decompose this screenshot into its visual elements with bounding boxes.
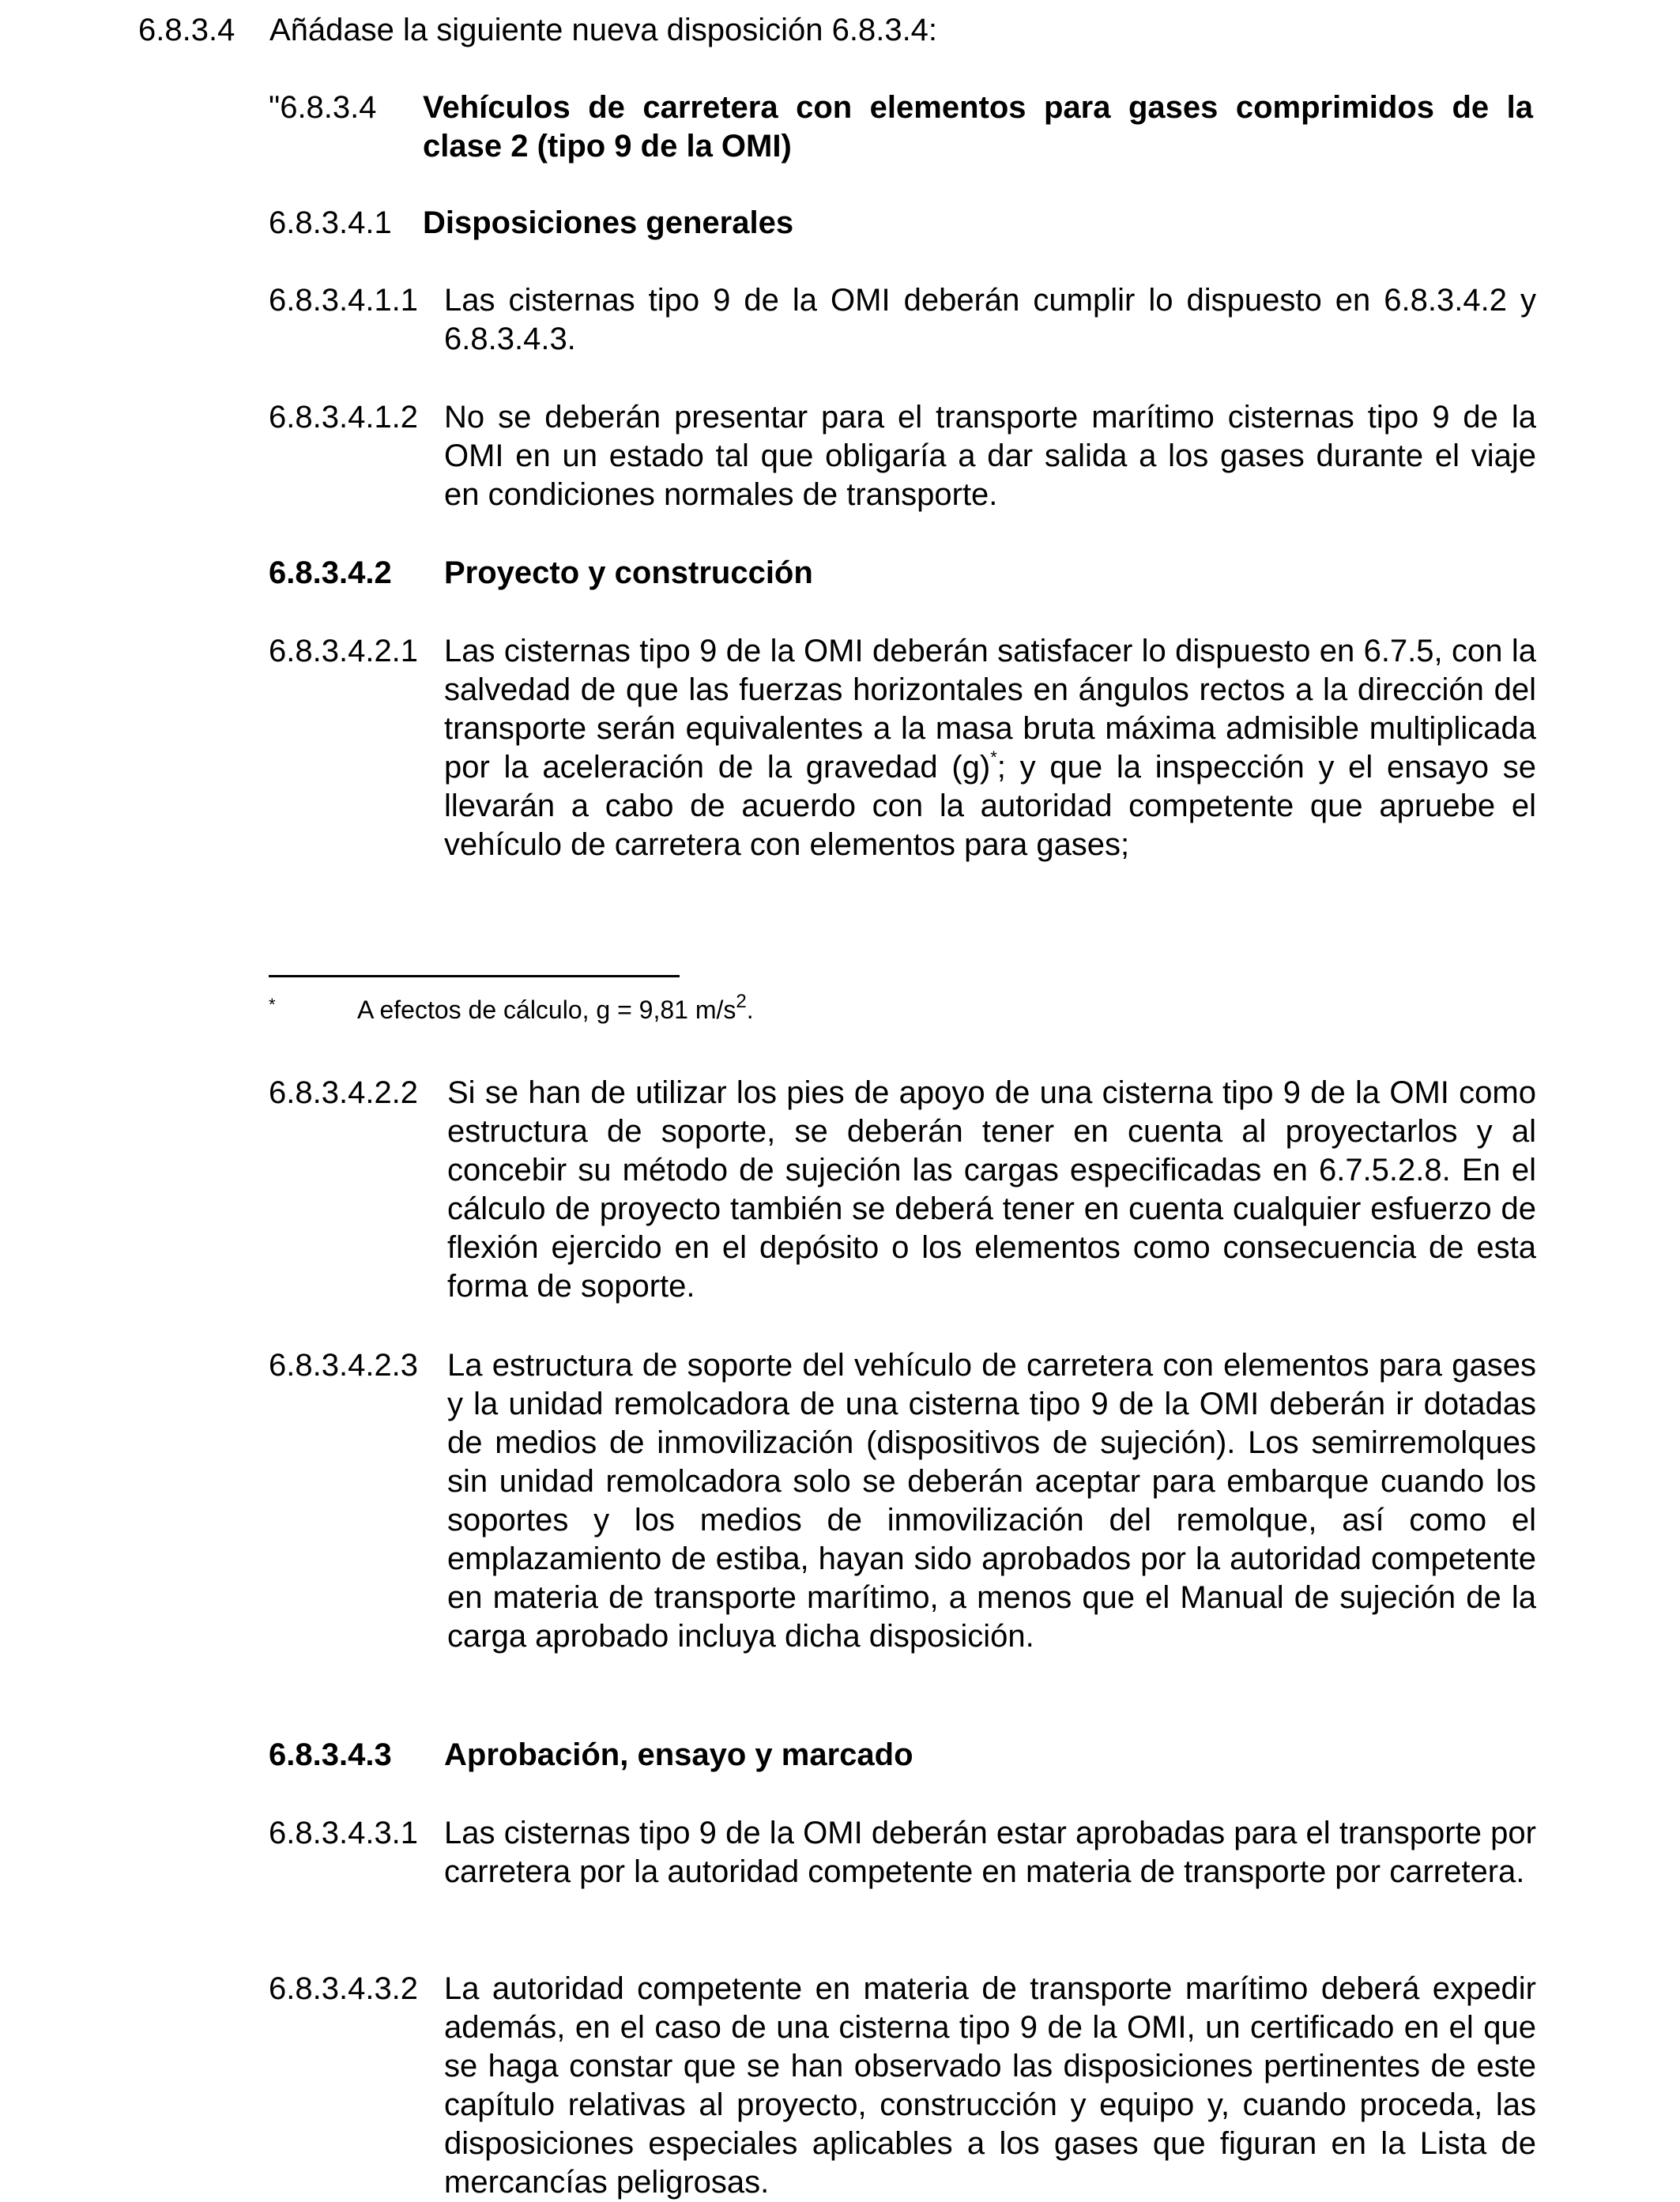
paragraph-6-8-3-4-1-1 [269, 281, 1536, 360]
paragraph-text: Las cisternas tipo 9 de la OMI deberán estar aprobadas para el transporte por carretera por la autoridad competente en materia de transporte por carretera. [444, 1816, 1536, 1889]
section-title: Aprobación, ensayo y marcado [444, 1737, 913, 1772]
section-6-8-3-4-heading [269, 88, 1533, 168]
footnote-superscript: 2 [736, 991, 747, 1012]
footnote-text-main: A efectos de cálculo, g = 9,81 m/s [357, 996, 736, 1024]
section-text: Añádase la siguiente nueva disposición 6.8.3.4: [269, 13, 938, 47]
footnote-mark: * [269, 995, 276, 1014]
paragraph-number: 6.8.3.4.3.2 [269, 1971, 419, 2006]
footnote [269, 991, 980, 1029]
paragraph-number: 6.8.3.4.3.1 [269, 1816, 419, 1850]
footnote-separator [269, 975, 680, 977]
paragraph-text: La autoridad competente en materia de transporte marítimo deberá expedir además, en el caso de una cisterna tipo 9 de la OMI, un certificado en el que se haga constar que se han observado las disposiciones pertinentes de este capítulo relativas al proyecto, construcción y equipo y, cuando proceda, las disposiciones especiales aplicables a los gases que figuran en la Lista de mercancías peligrosas. [444, 1971, 1536, 2200]
footnote-text-end: . [746, 996, 754, 1024]
footnote-reference: * [990, 747, 997, 767]
section-title: Proyecto y construcción [444, 555, 813, 590]
paragraph-6-8-3-4-2-2 [269, 1074, 1536, 1311]
paragraph-text: La estructura de soporte del vehículo de carretera con elementos para gases y la unidad remolcadora de una cisterna tipo 9 de la OMI deberán ir dotadas de medios de inmovilización (dispositivos de sujeción). Los semirremolques sin unidad remolcadora solo se deberán aceptar para embarque cuando los soportes y los medios de inmovilización del remolque, así como el emplazamiento de estiba, hayan sido aprobados por la autoridad competente en materia de transporte marítimo, a menos que el Manual de sujeción de la carga aprobado incluya dicha disposición. [447, 1348, 1536, 1654]
section-6-8-3-4-intro [138, 11, 1529, 51]
paragraph-number: 6.8.3.4.2.2 [269, 1075, 419, 1110]
section-6-8-3-4-1-heading [269, 204, 1533, 243]
section-title: Vehículos de carretera con elementos para gases comprimidos de la clase 2 (tipo 9 de la OMI) [423, 90, 1533, 164]
section-number: 6.8.3.4.3 [269, 1737, 392, 1772]
paragraph-text-part: Las cisternas tipo 9 de la OMI deberán satisfacer lo dispuesto en 6.7.5, con la salvedad de que las fuerzas horizontales en ángulos rectos a la dirección del transporte serán equivalentes a la masa bruta máxima admisible multiplicada por la aceleración de la gravedad (g) [444, 634, 1536, 785]
section-number: 6.8.3.4.1 [269, 205, 392, 240]
section-6-8-3-4-2-heading [269, 554, 1533, 593]
paragraph-number: 6.8.3.4.2.1 [269, 634, 419, 668]
paragraph-6-8-3-4-3-2 [269, 1970, 1536, 2200]
section-title: Disposiciones generales [423, 205, 794, 240]
section-6-8-3-4-3-heading [269, 1736, 1533, 1775]
paragraph-number: 6.8.3.4.1.2 [269, 400, 419, 435]
section-number: "6.8.3.4 [269, 90, 377, 125]
section-number: 6.8.3.4.2 [269, 555, 392, 590]
section-number: 6.8.3.4 [138, 13, 235, 47]
paragraph-6-8-3-4-1-2 [269, 398, 1536, 517]
paragraph-text: Si se han de utilizar los pies de apoyo de una cisterna tipo 9 de la OMI como estructura de soporte, se deberán tener en cuenta al proyectarlos y al concebir su método de sujeción las cargas especificadas en 6.7.5.2.8. En el cálculo de proyecto también se deberá tener en cuenta cualquier esfuerzo de flexión ejercido en el depósito o los elementos como consecuencia de esta forma de soporte. [447, 1075, 1536, 1304]
footnote-text [357, 991, 754, 1026]
paragraph-number: 6.8.3.4.2.3 [269, 1348, 419, 1383]
paragraph-text-part: ; y que la inspección y el ensayo se llevarán a cabo de acuerdo con la autoridad competente que apruebe el vehículo de carretera con elementos para gases; [444, 750, 1536, 862]
paragraph-6-8-3-4-3-1 [269, 1814, 1536, 1933]
paragraph-6-8-3-4-2-3 [269, 1346, 1536, 1702]
paragraph-number: 6.8.3.4.1.1 [269, 283, 419, 318]
paragraph-6-8-3-4-2-1 [269, 632, 1536, 948]
paragraph-text: No se deberán presentar para el transporte marítimo cisternas tipo 9 de la OMI en un estado tal que obligaría a dar salida a los gases durante el viaje en condiciones normales de transporte. [444, 400, 1536, 512]
paragraph-text [444, 632, 1536, 864]
paragraph-text: Las cisternas tipo 9 de la OMI deberán cumplir lo dispuesto en 6.8.3.4.2 y 6.8.3.4.3. [444, 283, 1536, 356]
